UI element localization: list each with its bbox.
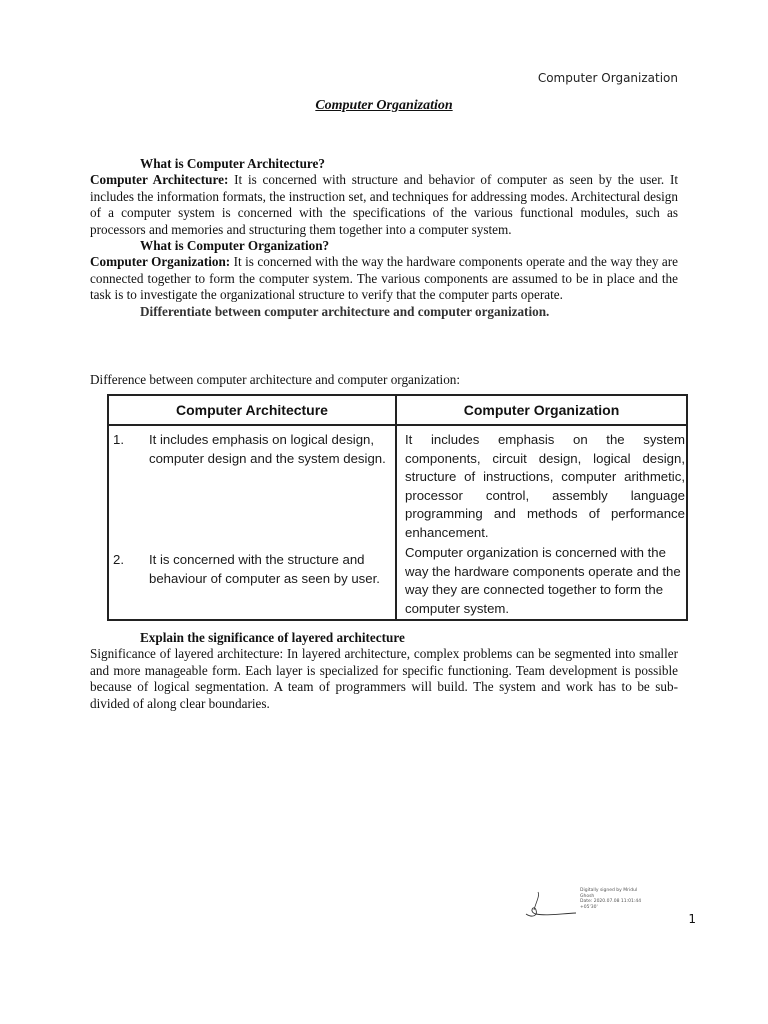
point-text: It includes emphasis on logical design, computer design and the system design.: [149, 432, 386, 466]
text-organization: It is concerned with the way the hardware components operate and the way they are connected together to form the computer system. The various components are assumed to be in place and the task is to investigate the organizational structure to verify that the computer parts operate.: [90, 254, 679, 303]
signature-scribble-icon: [524, 888, 580, 922]
question-organization: What is Computer Organization?: [140, 238, 330, 254]
comparison-table: [107, 394, 688, 621]
signature-text: [580, 888, 650, 910]
signature-line: Date: 2020.07.08 11:01:44: [580, 899, 642, 904]
signature-line: Ghosh: [580, 893, 595, 899]
header-organization: Computer Organization: [463, 402, 620, 418]
document-title: Computer Organization: [315, 98, 453, 113]
paragraph-layered: Significance of layered architecture: In layered architecture, complex problems can be segmented into smaller and more manageable form. Each layer is specialized for specific functioning. Team development is possible because of logical segmentation. A team of programmers will build. The system and work has to be sub-divided of along clear boundaries.: [90, 646, 678, 711]
paragraph-architecture: [90, 172, 678, 238]
section-architecture: [90, 156, 678, 320]
signature-line: +05'30': [580, 904, 598, 910]
question-architecture: What is Computer Architecture?: [140, 156, 325, 171]
section-layered: [90, 630, 678, 712]
question-differentiate: Differentiate between computer architecture and computer organization.: [140, 303, 550, 319]
organization-point-2: Computer organization is concerned with the way the hardware components operate and the way they are connected together to form the computer system.: [405, 545, 681, 616]
architecture-point-1: [113, 431, 386, 468]
page-number: 1: [688, 912, 696, 926]
digital-signature: [524, 888, 654, 924]
architecture-point-2: [113, 551, 386, 588]
point-text: It is concerned with the structure and behaviour of computer as seen by user.: [149, 552, 380, 586]
term-organization: Computer Organization:: [90, 254, 231, 270]
header-architecture: Computer Architecture: [176, 402, 328, 418]
term-architecture: Computer Architecture:: [90, 172, 229, 188]
text-architecture: It is concerned with structure and behavior of computer as seen by the user. It includes the information formats, the instruction set, and techniques for addressing modes. Architectural design of a computer system is concerned with the specifications of the various functional modules, such as processors and memories and structuring them together into a computer system.: [90, 172, 678, 237]
paragraph-organization: [90, 254, 678, 303]
running-header: Computer Organization: [537, 71, 678, 85]
organization-point-1: It includes emphasis on the system components, circuit design, logical design, structure of instructions, computer arithmetic, processor control, assembly language programming and methods of performance enhancement.: [405, 432, 685, 540]
question-layered: Explain the significance of layered architecture: [140, 630, 405, 645]
header-divider: [109, 424, 686, 426]
point-number: 2.: [113, 552, 124, 567]
column-divider: [395, 396, 397, 619]
point-number: 1.: [113, 432, 124, 447]
signature-line: Digitally signed by Mridul: [580, 888, 638, 893]
difference-intro: Difference between computer architecture and computer organization:: [90, 372, 461, 387]
